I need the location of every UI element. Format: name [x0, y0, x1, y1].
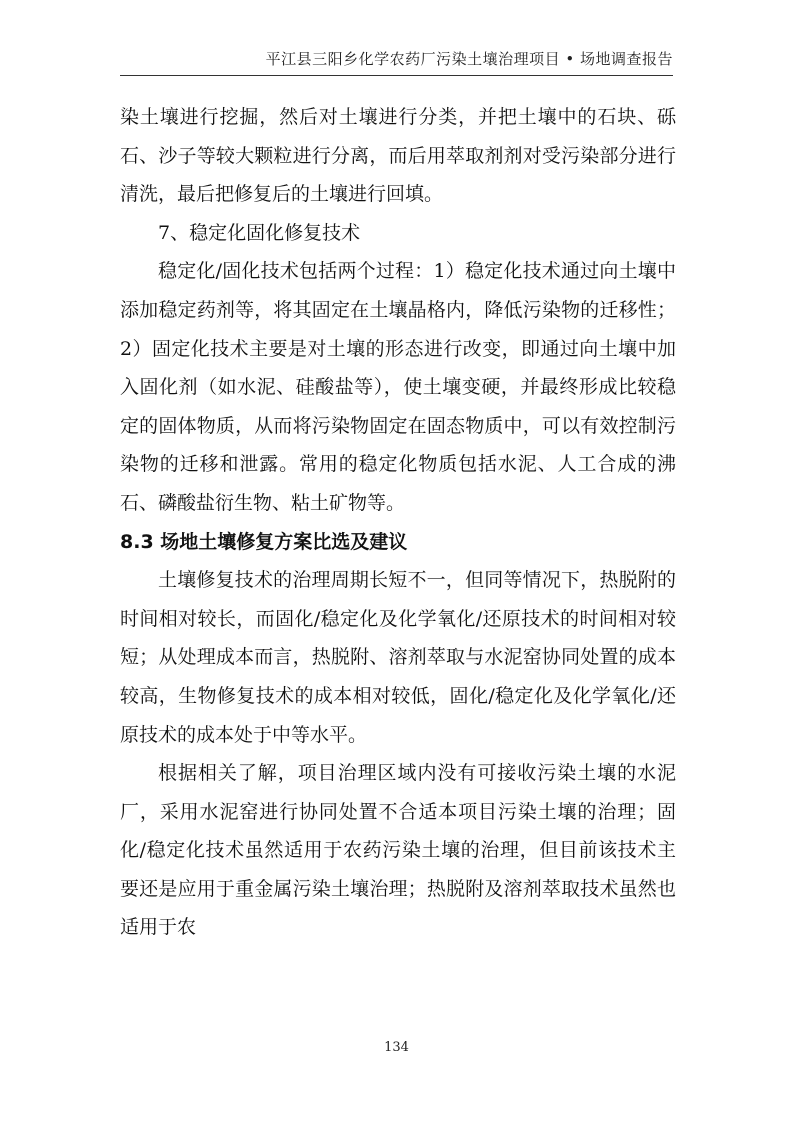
paragraph-stabilization: 稳定化/固化技术包括两个过程：1）稳定化技术通过向土壤中添加稳定药剂等，将其固定在土壤晶格内，降低污染物的迁移性；2）固定化技术主要是对土壤的形态进行改变，即通过向土壤中加入固化剂（如水泥、硅酸盐等），使土壤变硬，并最终形成比较稳定的固体物质，从而将污染物固定在固态物质中，可以有效控制污染物的迁移和泄露。常用的稳定化物质包括水泥、人工合成的沸石、磷酸盐衍生物、粘土矿物等。	[120, 260, 676, 514]
page-body	[120, 98, 676, 947]
paragraph-comparison: 土壤修复技术的治理周期长短不一，但同等情况下，热脱附的时间相对较长，而固化/稳定化及化学氧化/还原技术的时间相对较短；从处理成本而言，热脱附、溶剂萃取与水泥窑协同处置的成本较高，生物修复技术的成本相对较低，固化/稳定化及化学氧化/还原技术的成本处于中等水平。	[120, 569, 676, 746]
header-rule	[120, 75, 673, 76]
running-header: 平江县三阳乡化学农药厂污染土壤治理项目 • 场地调查报告	[265, 50, 673, 68]
subheading-stabilization: 7、稳定化固化修复技术	[158, 221, 361, 244]
section-heading-8-3: 8.3 场地土壤修复方案比选及建议	[120, 530, 408, 553]
page-number: 134	[384, 1040, 409, 1055]
paragraph-recommendation: 根据相关了解，项目治理区域内没有可接收污染土壤的水泥厂，采用水泥窑进行协同处置不合适本项目污染土壤的治理；固化/稳定化技术虽然适用于农药污染土壤的治理，但目前该技术主要还是应用于重金属污染土壤治理；热脱附及溶剂萃取技术虽然也适用于农	[120, 762, 676, 939]
paragraph-continuation: 染土壤进行挖掘，然后对土壤进行分类，并把土壤中的石块、砾石、沙子等较大颗粒进行分离，而后用萃取剂剂对受污染部分进行清洗，最后把修复后的土壤进行回填。	[120, 106, 676, 206]
